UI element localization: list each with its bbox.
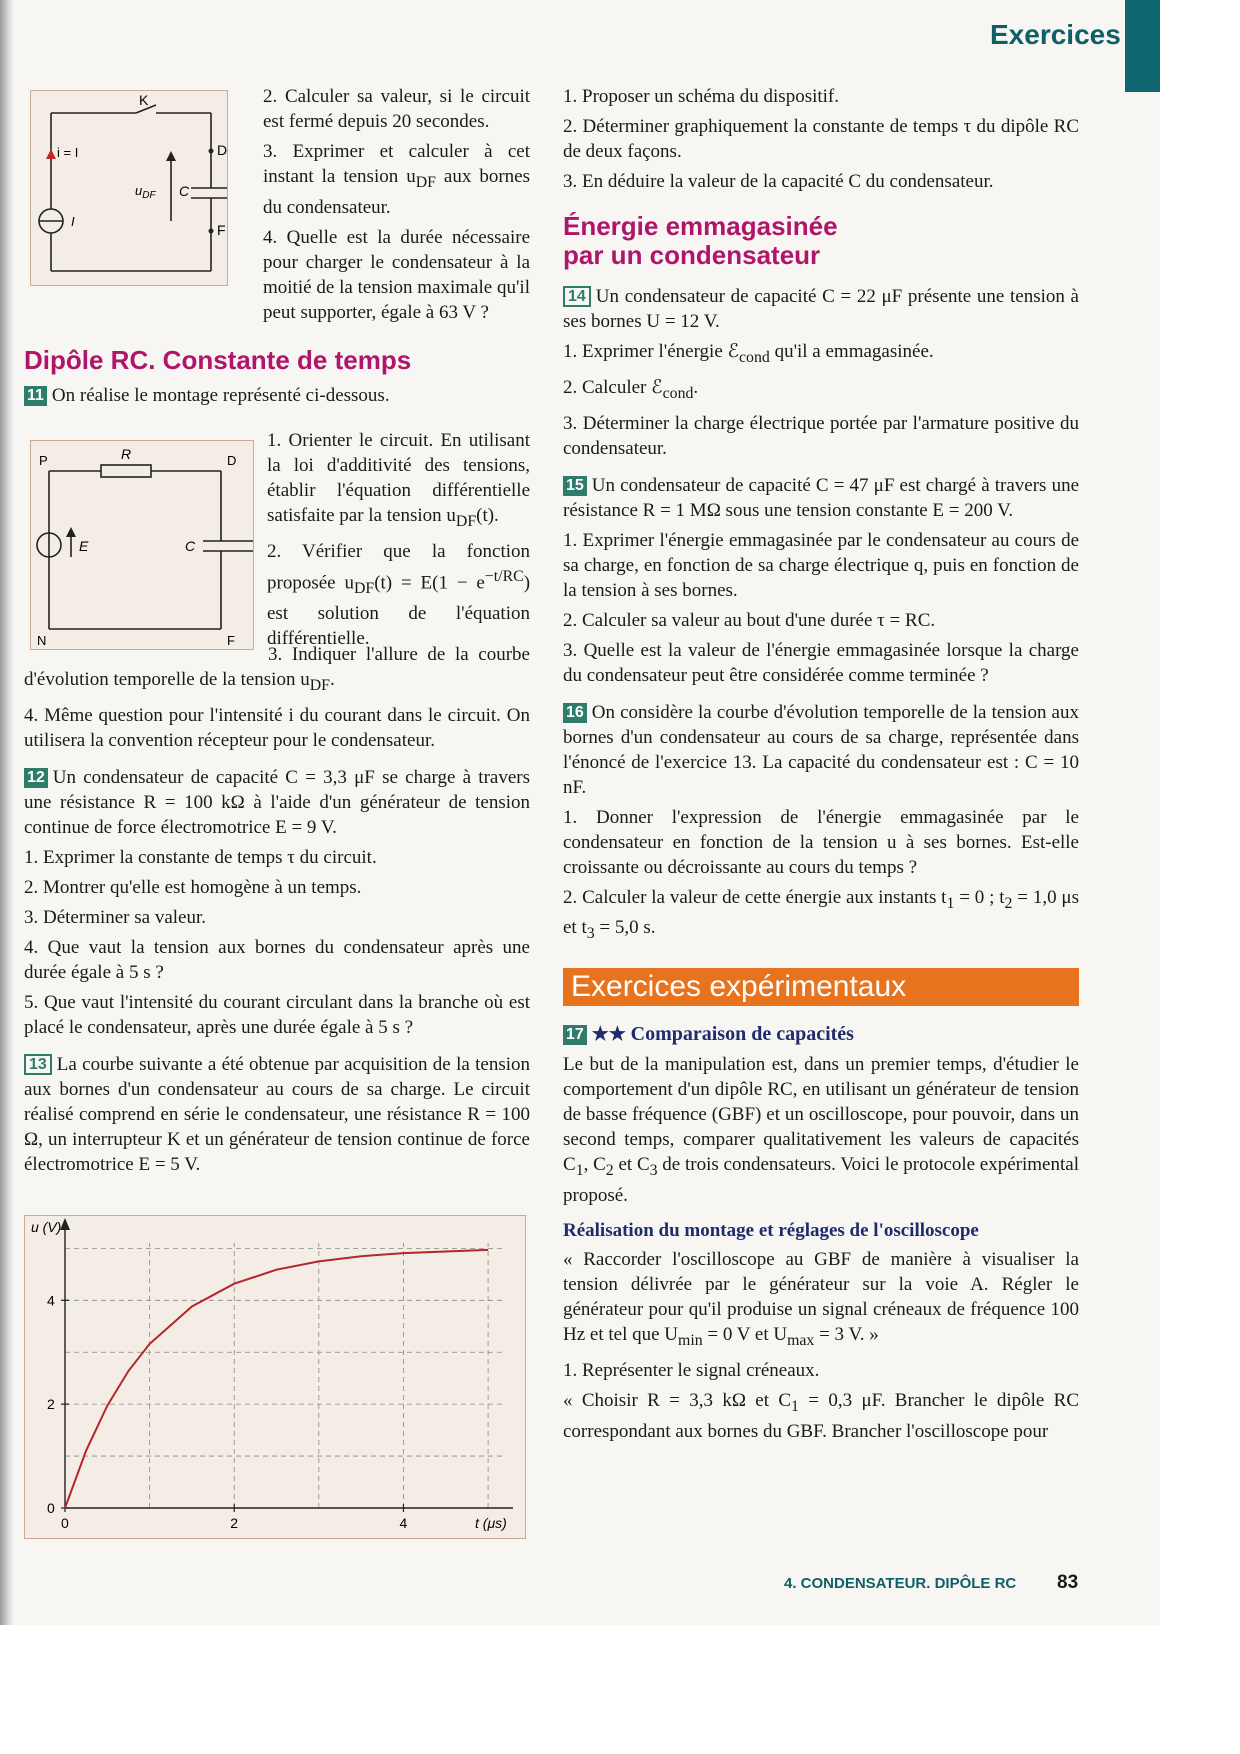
circuit-diagram-2 xyxy=(31,441,253,649)
x-axis-label: t (μs) xyxy=(475,1515,507,1531)
ex12-q4: 4. Que vaut la tension aux bornes du condensateur après une durée égale à 5 s ? xyxy=(24,936,530,983)
ex17-q1: 1. Représenter le signal créneaux. xyxy=(563,1359,820,1381)
ex13-intro: 13 La courbe suivante a été obtenue par acquisition de la tension aux bornes d'un condensateur au cours de sa charge. Le circuit réalisé comprend en série le condensateur, une résistance R = 100 Ω, un interrupteur K et un générateur de tension continue de force électromotrice E = 5 V. xyxy=(24,1053,530,1175)
circuit-figure-1 xyxy=(30,90,228,286)
ex17-intro: Le but de la manipulation est, dans un premier temps, d'étudier le comportement d'un dipôle RC, en utilisant un générateur de tension de basse fréquence (GBF) et un oscilloscope, pour pouvoir, dans un second temps, comparer qualitativement les valeurs de capacités $C_1$, $C_2$ et $C_3$ de trois condensateurs. Voici le protocole expérimental proposé. xyxy=(563,1054,1079,1206)
ex12-q5: 5. Que vaut l'intensité du courant circulant dans la branche où est placé le condensateur, après une durée égale à 5 s ? xyxy=(24,991,530,1038)
footer-chapter: 4. CONDENSATEUR. DIPÔLE RC xyxy=(784,1575,1017,1592)
label-i: i = I xyxy=(57,145,79,160)
ex11-q1: 1. Orienter le circuit. En utilisant la loi d'additivité des tensions, établir l'équation différentielle satisfaite par la tension $u_{DF}(t)$. xyxy=(267,430,530,530)
ex12-number: 12 xyxy=(24,768,48,788)
ex12-q1: 1. Exprimer la constante de temps τ du circuit. xyxy=(24,846,377,868)
label-P: P xyxy=(39,453,48,468)
chart-figure xyxy=(24,1215,526,1539)
ex15-q2: 2. Calculer sa valeur au bout d'une durée τ = RC. xyxy=(563,609,936,631)
circuit-diagram-1 xyxy=(31,91,227,285)
right-column xyxy=(563,84,1079,1449)
difficulty-stars: ★★ xyxy=(591,1024,626,1046)
ex16-q1: 1. Donner l'expression de l'énergie emmagasinée par le condensateur en fonction de la tension u à ses bornes. Est-elle croissante ou décroissante au cours du temps ? xyxy=(563,806,1079,878)
section-title-energy: Énergie emmagasinée par un condensateur xyxy=(563,211,838,270)
left-column-lower xyxy=(24,642,530,1182)
ex10-q2: 2. Calculer sa valeur, si le circuit est fermé depuis 20 secondes. xyxy=(263,86,530,132)
label-D2: D xyxy=(227,453,237,468)
ex10-q4: 4. Quelle est la durée nécessaire pour charger le condensateur à la moitié de la tension maximale qu'il peut supporter, égale à 63 V ? xyxy=(263,226,530,323)
label-C: C xyxy=(179,183,190,199)
footer-page-number: 83 xyxy=(1057,1572,1079,1593)
left-column xyxy=(24,346,530,413)
ex13-q1: 1. Proposer un schéma du dispositif. xyxy=(563,86,840,107)
y-tick-label: 2 xyxy=(47,1396,55,1413)
ex13-q3: 3. En déduire la valeur de la capacité C du condensateur. xyxy=(563,171,994,192)
label-u: $u_{DF}$ xyxy=(135,183,156,201)
label-F2: F xyxy=(227,633,235,648)
x-tick-label: 2 xyxy=(230,1515,239,1531)
ex15-intro: 15 Un condensateur de capacité C = 47 μF est chargé à travers une résistance R = 1 MΩ sous une tension constante E = 200 V. xyxy=(563,474,1079,521)
ex10-questions xyxy=(263,84,530,325)
section-title-rc: Dipôle RC. Constante de temps xyxy=(24,345,412,375)
section-band-experimental: Exercices expérimentaux xyxy=(563,968,1079,1006)
ex16-number: 16 xyxy=(563,703,587,723)
ex12-intro: 12 Un condensateur de capacité C = 3,3 μF se charge à travers une résistance R = 100 kΩ à l'aide d'un générateur de tension continue de force électromotrice E = 9 V. xyxy=(24,766,530,838)
ex11-questions-wrapped xyxy=(267,428,530,651)
y-tick-label: 0 xyxy=(47,1500,55,1516)
page-binding-shadow xyxy=(0,0,14,1625)
label-E: E xyxy=(79,538,89,554)
ex17-number: 17 xyxy=(563,1025,587,1045)
voltage-chart xyxy=(25,1216,525,1538)
ex14-q3: 3. Déterminer la charge électrique portée par l'armature positive du condensateur. xyxy=(563,412,1079,459)
ex11-number: 11 xyxy=(24,386,47,406)
y-axis-label: u (V) xyxy=(31,1219,62,1235)
ex11-intro: 11 On réalise le montage représenté ci-dessous. xyxy=(24,383,530,408)
y-axis-arrow xyxy=(60,1218,70,1230)
label-N: N xyxy=(37,633,47,648)
ex17-subtitle: Réalisation du montage et réglages de l'oscilloscope xyxy=(563,1219,979,1241)
ex12-q3: 3. Déterminer sa valeur. xyxy=(24,906,207,928)
circuit-figure-2 xyxy=(30,440,254,650)
ex14-q1: 1. Exprimer l'énergie ℰ$_{cond}$ qu'il a emmagasinée. xyxy=(563,341,934,366)
label-C2: C xyxy=(185,538,196,554)
ex15-q1: 1. Exprimer l'énergie emmagasinée par le condensateur au cours de sa charge, en fonction de sa charge électrique q, puis en fonction de la tension à ses bornes. xyxy=(563,529,1079,601)
x-tick-label: 4 xyxy=(399,1515,408,1531)
ex17-quote: « Raccorder l'oscilloscope au GBF de manière à visualiser la tension délivrée par le générateur sur la voie A. Régler le générateur pour qu'il produise un signal créneaux de fréquence 100 Hz et tel que $U_{min} = 0$ V et $U_{max} = 3$ V. » xyxy=(563,1248,1079,1349)
ex15-q3: 3. Quelle est la valeur de l'énergie emmagasinée lorsque la charge du condensateur peut être considérée comme terminée ? xyxy=(563,639,1079,686)
ex14-number: 14 xyxy=(563,286,591,307)
x-tick-label: 0 xyxy=(61,1515,69,1531)
ex17-quote2: « Choisir R = 3,3 kΩ et $C_1 = 0,3$ μF. Brancher le dipôle RC correspondant aux bornes du GBF. Brancher l'oscilloscope pour xyxy=(563,1389,1079,1442)
ex11-q4: 4. Même question pour l'intensité i du courant dans le circuit. On utilisera la convention récepteur pour le condensateur. xyxy=(24,704,530,751)
label-D: D xyxy=(217,142,227,158)
ex13-q2: 2. Déterminer graphiquement la constante de temps τ du dipôle RC de deux façons. xyxy=(563,116,1079,162)
ex14-q2: 2. Calculer ℰ$_{cond}$. xyxy=(563,376,699,402)
ex12-q2: 2. Montrer qu'elle est homogène à un temps. xyxy=(24,876,362,898)
header-tab-bar xyxy=(1125,0,1160,92)
label-F: F xyxy=(217,222,226,238)
y-tick-label: 4 xyxy=(47,1292,55,1309)
ex13-number: 13 xyxy=(24,1054,52,1075)
ex14-intro: 14 Un condensateur de capacité C = 22 μF présente une tension à ses bornes U = 12 V. xyxy=(563,286,1079,332)
label-R: R xyxy=(121,446,132,462)
label-K: K xyxy=(139,92,149,108)
ex11-q3: 3. Indiquer l'allure de la courbe d'évolution temporelle de la tension $u_{DF}$. xyxy=(24,644,530,694)
header-tab-label: Exercices xyxy=(990,19,1121,50)
ex15-number: 15 xyxy=(563,476,587,496)
ex17-title: Comparaison de capacités xyxy=(630,1023,854,1046)
ex17-heading xyxy=(563,1022,1079,1047)
ex11-q2: 2. Vérifier que la fonction proposée $u_{DF}(t) = E(1 - e^{-t/RC})$ est solution de l'équation différentielle. xyxy=(267,540,531,649)
series-line-u xyxy=(65,1250,488,1508)
label-I: I xyxy=(71,214,75,229)
ex10-q3: 3. Exprimer et calculer à cet instant la tension $u_{DF}$ aux bornes du condensateur. xyxy=(263,141,531,218)
ex16-intro: 16 On considère la courbe d'évolution temporelle de la tension aux bornes d'un condensateur au cours de sa charge, représentée dans l'énoncé de l'exercice 13. La capacité du condensateur est : C = 10 nF. xyxy=(563,701,1079,798)
ex16-q2: 2. Calculer la valeur de cette énergie aux instants $t_1 = 0$ ; $t_2 = 1,0$ μs et $t_3 = 5,0$ s. xyxy=(563,886,1079,943)
